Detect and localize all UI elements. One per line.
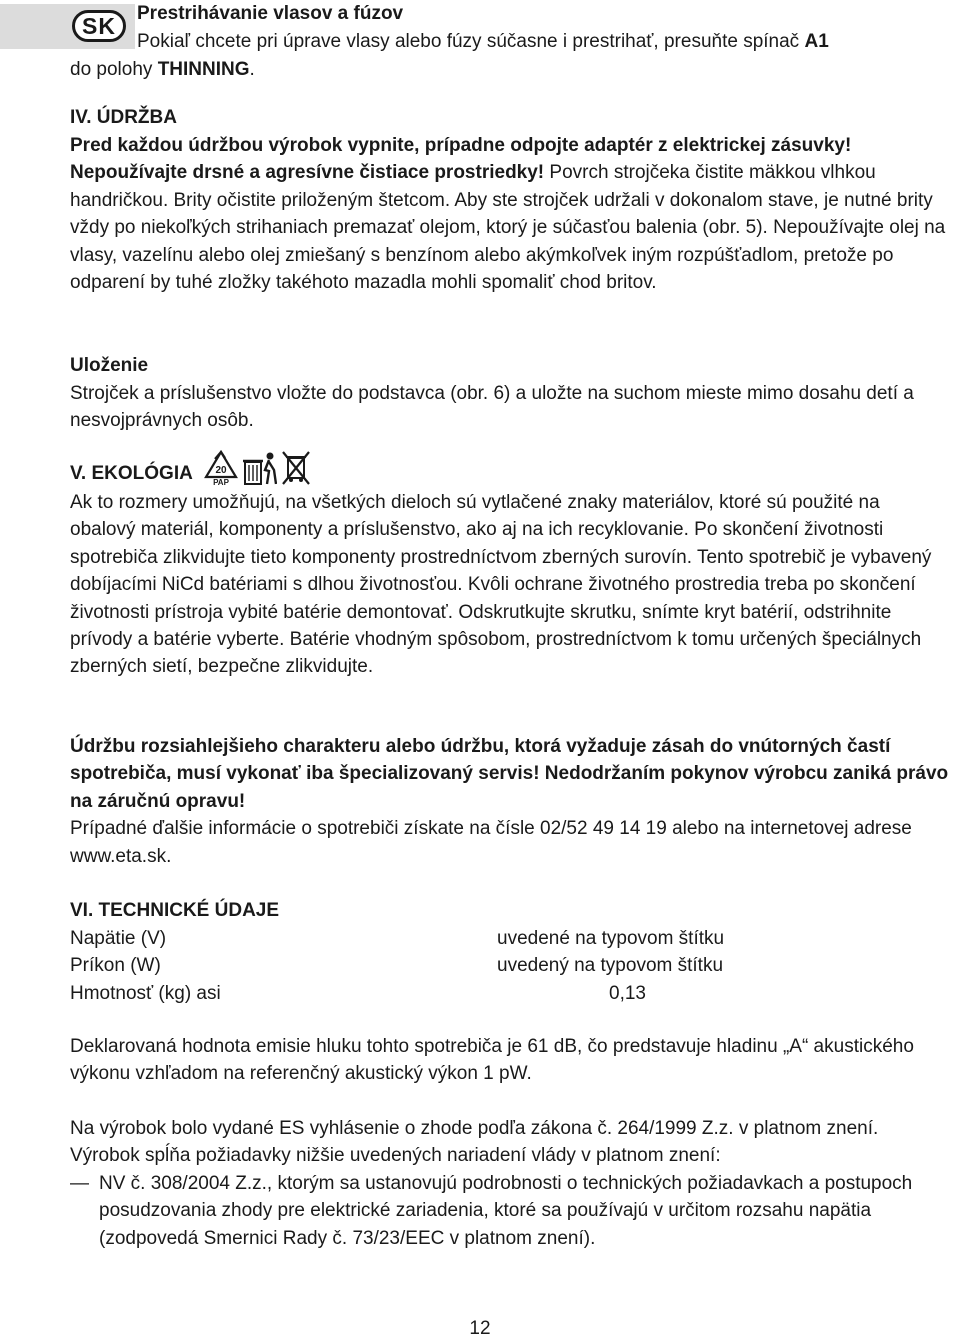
tech-heading: VI. TECHNICKÉ ÚDAJE bbox=[70, 900, 280, 921]
tech-label: Hmotnosť (kg) asi bbox=[70, 982, 221, 1004]
intro-line-2 bbox=[70, 56, 950, 84]
tech-value: uvedené na typovom štítku bbox=[497, 928, 725, 949]
section-title: Prestrihávanie vlasov a fúzov bbox=[137, 3, 404, 24]
maintenance-warning: Pred každou údržbou výrobok vypnite, prípadne odpojte adaptér z elektrickej zásuvky! Nepoužívajte drsné a agresívne čistiace prostriedky! bbox=[70, 135, 852, 184]
language-badge: SK bbox=[72, 10, 126, 42]
intro-text: Pokiaľ chcete pri úprave vlasy alebo fúzy súčasne i prestrihať, presuňte spínač bbox=[137, 31, 805, 52]
intro-text-2: do polohy bbox=[70, 59, 158, 80]
maintenance-heading: IV. ÚDRŽBA bbox=[70, 107, 177, 128]
noise-section bbox=[70, 1033, 950, 1088]
list-dash: — bbox=[70, 1172, 89, 1194]
ecology-text: Ak to rozmery umožňujú, na všetkých dieloch sú vytlačené znaky materiálov, ktoré sú použité na obalový materiál, komponenty a príslušenstvo, ako aj na ich recyklovanie. Po skončení životnosti spotrebiča zlikvidujte tieto komponenty prostredníctvom zberných surovín. Tento spotrebič je vybavený dobíjacími NiCd batériami s dlhou životnosťou. Kvôli ochrane životného prostredia treba po skončení životnosti prístroja vybité batérie demontovať. Odskrutkujte skrutku, snímte kryt batérií, odstrihnite prívody a batérie vyberte. Batérie vhodným spôsobom, prostredníctvom k tomu určených špeciálnych zberných sietí, bezpečne zlikvidujte. bbox=[70, 492, 932, 678]
tech-value: 0,13 bbox=[609, 982, 646, 1004]
dispose-in-bin-icon bbox=[243, 450, 277, 486]
tech-label: Napätie (V) bbox=[70, 928, 167, 949]
declaration-section bbox=[70, 1115, 950, 1252]
maintenance-text: Povrch strojčeka čistite mäkkou vlhkou handričkou. Brity očistite priloženým štetcom. Aby ste strojček udržali v dokonalom stave, je nutné brity vždy po niekoľkých strihaniach premazať olejom, ktorý je súčasťou balenia (obr. 5). Nepoužívajte olej na vlasy, vazelínu alebo olej zmiešaný s benzínom alebo akýmkoľvek iným rozpúšťadlom, pretože po odparení by tuhé zložky takéhoto mazadla mohli spomaliť chod britov. bbox=[70, 162, 946, 294]
crossed-out-bin-icon bbox=[281, 450, 311, 486]
storage-text: Strojček a príslušenstvo vložte do podstavca (obr. 6) a uložte na suchom mieste mimo dosahu detí a nesvojprávnych osôb. bbox=[70, 383, 914, 432]
service-section bbox=[70, 733, 950, 870]
ecology-header bbox=[70, 446, 950, 486]
storage-heading: Uloženie bbox=[70, 355, 149, 376]
recycling-number: 20 bbox=[215, 465, 227, 476]
ecology-icons bbox=[203, 450, 311, 486]
page-number: 12 bbox=[469, 1318, 491, 1339]
storage-section bbox=[70, 352, 950, 435]
declaration-text: Na výrobok bolo vydané ES vyhlásenie o zhode podľa zákona č. 264/1999 Z.z. v platnom znení. Výrobok spĺňa požiadavky nižšie uvedených nariadení vlády v platnom znení: bbox=[70, 1118, 879, 1167]
intro-line bbox=[70, 28, 950, 56]
regulation-list-item bbox=[70, 1170, 950, 1252]
intro-section bbox=[70, 0, 950, 84]
recycling-pap-icon bbox=[203, 450, 239, 486]
service-contact: Prípadné ďalšie informácie o spotrebiči získate na čísle 02/52 49 14 19 alebo na internetovej adrese www.eta.sk. bbox=[70, 818, 912, 867]
maintenance-section bbox=[70, 104, 950, 296]
maintenance-paragraph bbox=[70, 132, 950, 296]
tech-label: Príkon (W) bbox=[70, 955, 161, 977]
regulation-text: NV č. 308/2004 Z.z., ktorým sa ustanovujú podrobnosti o technických požiadavkach a postupoch posudzovania zhody pre elektrické zariadenia, ktoré sa používajú v určitom rozsahu napätia (zodpovedá Smernici Rady č. 73/23/EEC v platnom znení). bbox=[99, 1172, 913, 1249]
recycling-label: PAP bbox=[212, 478, 229, 486]
thinning-label: THINNING bbox=[157, 59, 250, 80]
tech-section bbox=[70, 897, 950, 1007]
service-warning: Údržbu rozsiahlejšieho charakteru alebo údržbu, ktorá vyžaduje zásah do vnútorných častí spotrebiča, musí vykonať iba špecializovaný servis! Nedodržaním pokynov výrobcu zaniká právo na záručnú opravu! bbox=[70, 736, 949, 812]
tech-table bbox=[70, 925, 950, 1007]
switch-label: A1 bbox=[804, 31, 829, 52]
noise-text: Deklarovaná hodnota emisie hluku tohto spotrebiča je 61 dB, čo predstavuje hladinu „A“ akustického výkonu vzhľadom na referenčný akustický výkon 1 pW. bbox=[70, 1036, 914, 1085]
tech-value: uvedený na typovom štítku bbox=[497, 955, 724, 977]
intro-period: . bbox=[249, 59, 255, 80]
ecology-heading: V. EKOLÓGIA bbox=[70, 463, 193, 484]
ecology-section bbox=[70, 446, 950, 681]
